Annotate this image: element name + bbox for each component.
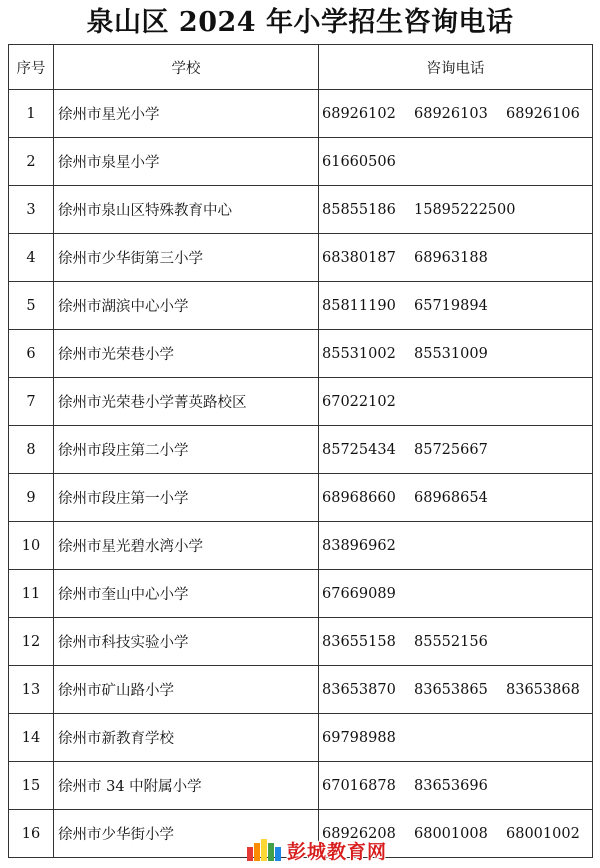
table-row: [9, 138, 593, 186]
school-name: 徐州市光荣巷小学: [54, 330, 319, 378]
phone-number: 83653868: [506, 681, 580, 698]
phone-number: 68380187: [322, 249, 396, 266]
school-name: 徐州市少华街第三小学: [54, 234, 319, 282]
phone-number: 68926208: [322, 825, 396, 842]
phone-number: 15895222500: [414, 201, 516, 218]
book-stripe: [247, 847, 253, 861]
row-number: 10: [9, 522, 54, 570]
phone-number: 83896962: [322, 537, 396, 554]
table-row: [9, 330, 593, 378]
table-row: [9, 378, 593, 426]
phone-number: 83653696: [414, 777, 488, 794]
table-row: [9, 666, 593, 714]
table-row: [9, 762, 593, 810]
phone-cell: [319, 186, 593, 234]
phone-number: 85811190: [322, 297, 396, 314]
phone-cell: [319, 618, 593, 666]
row-number: 12: [9, 618, 54, 666]
row-number: 8: [9, 426, 54, 474]
table-row: [9, 714, 593, 762]
phone-number: 69798988: [322, 729, 396, 746]
row-number: 7: [9, 378, 54, 426]
row-number: 15: [9, 762, 54, 810]
phone-number: 68926103: [414, 105, 488, 122]
phone-number: 83653870: [322, 681, 396, 698]
row-number: 16: [9, 810, 54, 858]
phone-number: 68001002: [506, 825, 580, 842]
header-no: 序号: [9, 45, 54, 90]
phone-cell: [319, 762, 593, 810]
book-stripe: [254, 843, 260, 861]
phone-number: 85855186: [322, 201, 396, 218]
phone-number: 85725667: [414, 441, 488, 458]
phone-cell: [319, 282, 593, 330]
row-number: 11: [9, 570, 54, 618]
table-row: [9, 570, 593, 618]
school-name: 徐州市 34 中附属小学: [54, 762, 319, 810]
phone-number: 85531002: [322, 345, 396, 362]
phone-number: 83655158: [322, 633, 396, 650]
row-number: 14: [9, 714, 54, 762]
row-number: 4: [9, 234, 54, 282]
phone-cell: [319, 474, 593, 522]
school-name: 徐州市科技实验小学: [54, 618, 319, 666]
watermark: [247, 835, 577, 865]
phone-cell: [319, 426, 593, 474]
school-name: 徐州市新教育学校: [54, 714, 319, 762]
phone-number: 68926106: [506, 105, 580, 122]
phone-cell: [319, 90, 593, 138]
school-name: 徐州市泉星小学: [54, 138, 319, 186]
phone-number: 68968654: [414, 489, 488, 506]
phone-cell: [319, 330, 593, 378]
row-number: 13: [9, 666, 54, 714]
school-name: 徐州市星光碧水湾小学: [54, 522, 319, 570]
phone-number: 67016878: [322, 777, 396, 794]
phone-table: [8, 44, 593, 858]
table-row: [9, 90, 593, 138]
table-row: [9, 282, 593, 330]
phone-number: 85552156: [414, 633, 488, 650]
school-name: 徐州市少华街小学: [54, 810, 319, 858]
header-phone: 咨询电话: [319, 45, 593, 90]
phone-cell: [319, 570, 593, 618]
phone-cell: [319, 522, 593, 570]
row-number: 6: [9, 330, 54, 378]
row-number: 1: [9, 90, 54, 138]
row-number: 3: [9, 186, 54, 234]
school-name: 徐州市光荣巷小学菁英路校区: [54, 378, 319, 426]
school-name: 徐州市湖滨中心小学: [54, 282, 319, 330]
phone-cell: [319, 666, 593, 714]
phone-number: 67669089: [322, 585, 396, 602]
book-stripe: [261, 839, 267, 861]
row-number: 2: [9, 138, 54, 186]
phone-cell: [319, 378, 593, 426]
school-name: 徐州市星光小学: [54, 90, 319, 138]
header-school: 学校: [54, 45, 319, 90]
phone-number: 83653865: [414, 681, 488, 698]
school-name: 徐州市段庄第二小学: [54, 426, 319, 474]
book-stripe: [268, 843, 274, 861]
phone-number: 68968660: [322, 489, 396, 506]
table-header-row: [9, 45, 593, 90]
page-title: 泉山区 2024 年小学招生咨询电话: [86, 7, 514, 38]
phone-number: 85725434: [322, 441, 396, 458]
table-row: [9, 522, 593, 570]
phone-number: 67022102: [322, 393, 396, 410]
phone-number: 61660506: [322, 153, 396, 170]
phone-number: 68963188: [414, 249, 488, 266]
phone-number: 68001008: [414, 825, 488, 842]
phone-number: 85531009: [414, 345, 488, 362]
school-name: 徐州市奎山中心小学: [54, 570, 319, 618]
phone-cell: [319, 138, 593, 186]
school-name: 徐州市矿山路小学: [54, 666, 319, 714]
school-name: 徐州市段庄第一小学: [54, 474, 319, 522]
phone-number: 68926102: [322, 105, 396, 122]
row-number: 9: [9, 474, 54, 522]
book-stripe: [275, 847, 281, 861]
book-logo-icon: [247, 839, 281, 861]
table-row: [9, 426, 593, 474]
phone-cell: [319, 234, 593, 282]
table-row: [9, 618, 593, 666]
phone-number: 65719894: [414, 297, 488, 314]
row-number: 5: [9, 282, 54, 330]
school-name: 徐州市泉山区特殊教育中心: [54, 186, 319, 234]
table-row: [9, 234, 593, 282]
watermark-text: 彭城教育网: [287, 840, 388, 863]
table-row: [9, 186, 593, 234]
table-row: [9, 474, 593, 522]
phone-cell: [319, 714, 593, 762]
